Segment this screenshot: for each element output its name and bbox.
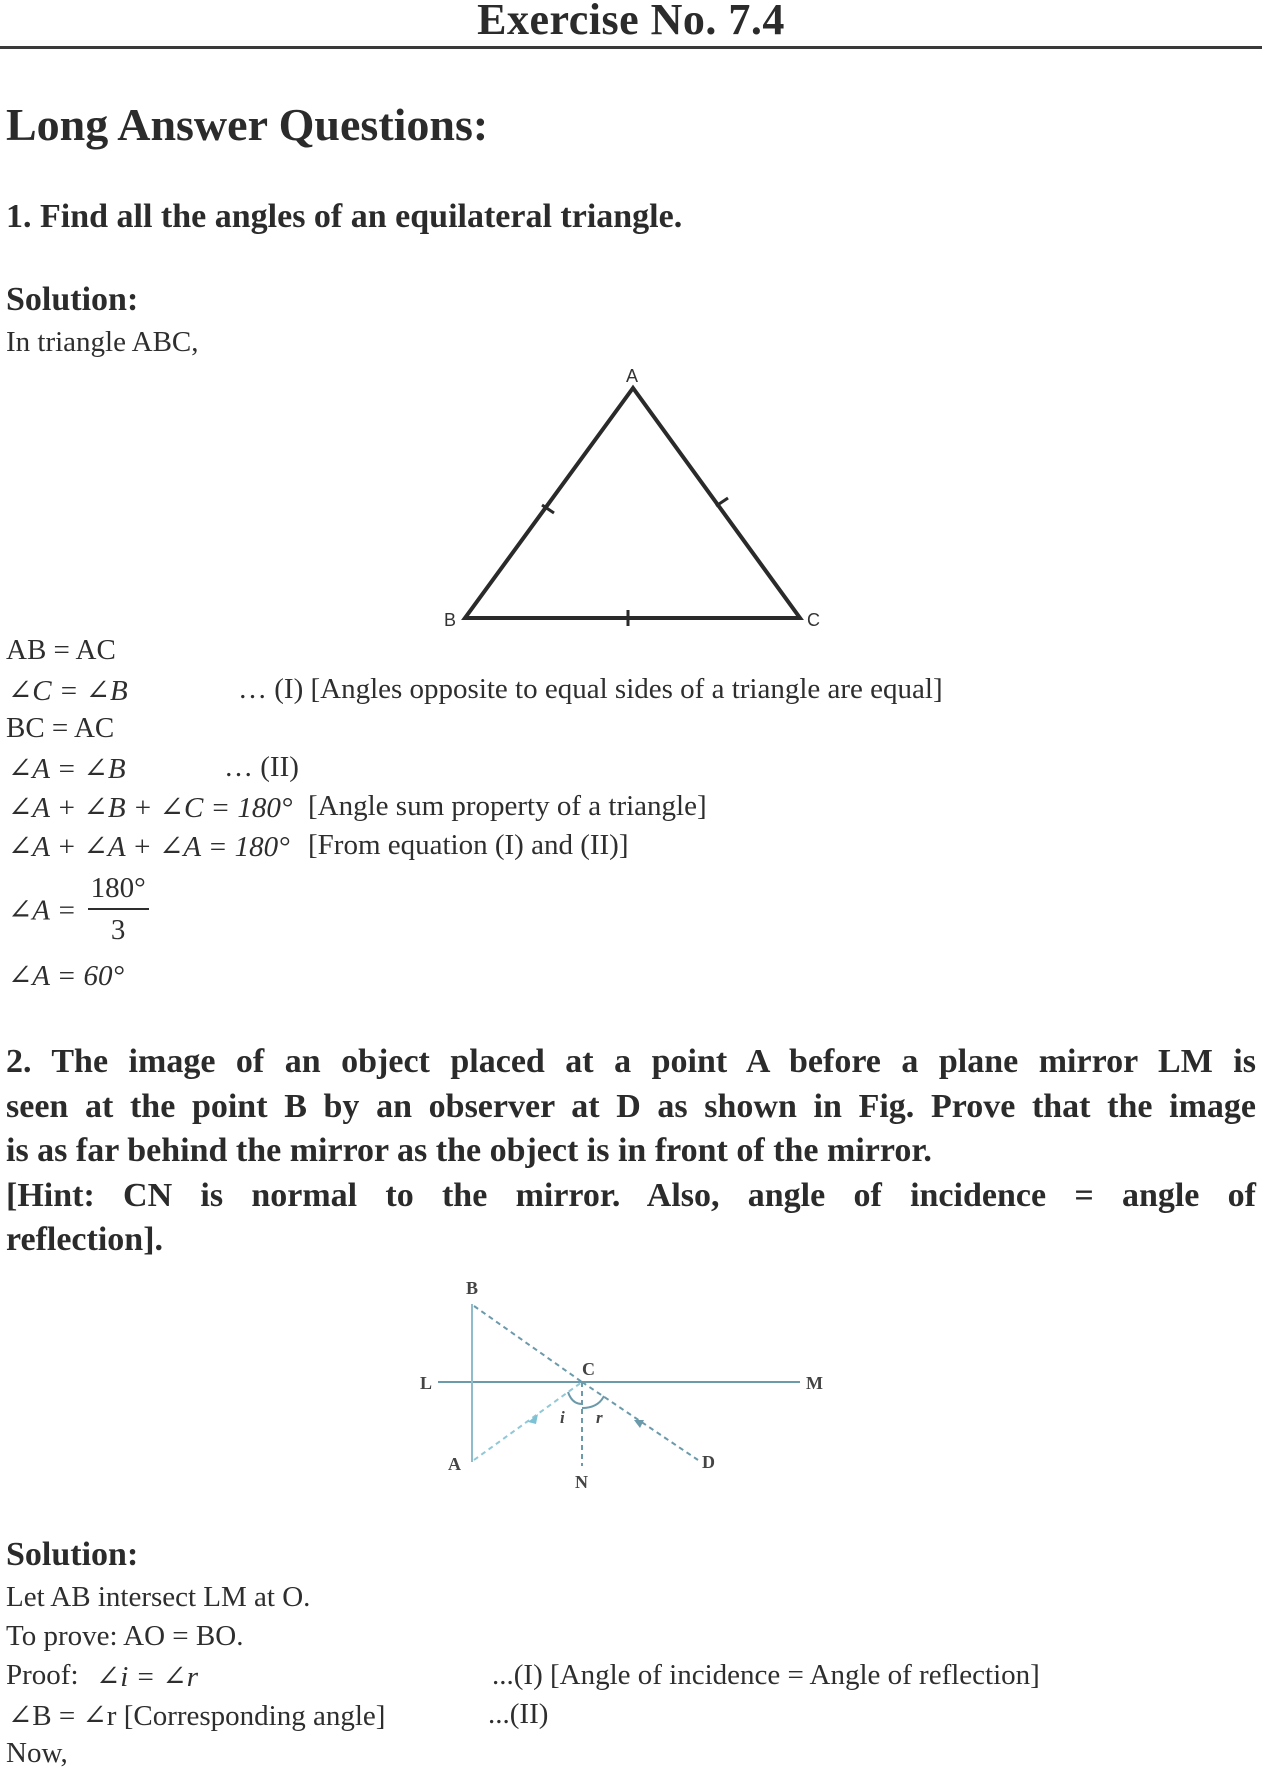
question-2-hint: reflection]. [6,1221,164,1258]
label-l: L [420,1373,433,1393]
step-angle-a-eq-b-note: … (II) [224,751,299,783]
question-2-line: seen at the point B by an observer at D as shown in Fig. Prove that the image [6,1087,1256,1125]
vertex-label-c: C [807,610,820,630]
label-c: C [582,1359,595,1379]
label-r: r [596,1408,603,1427]
fraction-numerator: 180° [88,870,149,910]
proof-label: Proof: [6,1659,79,1691]
step-angle-c-eq-b-note: … (I) [Angles opposite to equal sides of a triangle are equal] [238,673,943,705]
proof-eq-1: ∠i = ∠r [96,1661,199,1693]
question-2-line: is as far behind the mirror as the object is in front of the mirror. [6,1132,932,1169]
fraction-lhs: ∠A = [8,894,77,927]
exercise-title: Exercise No. 7.4 [477,0,785,44]
question-1: 1. Find all the angles of an equilateral triangle. [6,198,683,235]
step-ab-eq-ac: AB = AC [6,634,116,666]
proof-eq-2: ∠B = ∠r [Corresponding angle] [8,1700,386,1732]
angle-i-arc [568,1392,582,1404]
q2-line-to-prove: To prove: AO = BO. [6,1620,244,1652]
label-d: D [702,1452,715,1472]
step-bc-eq-ac: BC = AC [6,712,115,744]
vertex-label-a: A [626,366,639,386]
fraction [88,870,149,950]
q2-line-intersect: Let AB intersect LM at O. [6,1581,311,1613]
step-angle-sum-note: [Angle sum property of a triangle] [308,790,707,822]
proof-note-1: ...(I) [Angle of incidence = Angle of reflection] [492,1659,1040,1691]
question-2-hint: [Hint: CN is normal to the mirror. Also, angle of incidence = angle of [6,1176,1256,1214]
label-a: A [448,1454,461,1474]
section-title: Long Answer Questions: [6,99,489,150]
q1-intro: In triangle ABC, [6,326,199,358]
vertex-label-b: B [444,610,457,630]
fraction-denominator: 3 [110,914,126,946]
step-triple-a-note: [From equation (I) and (II)] [308,829,629,861]
plane-mirror-figure [400,1270,860,1500]
q2-solution-label: Solution: [6,1536,139,1573]
label-n: N [575,1472,588,1492]
equilateral-triangle-figure [430,360,830,640]
step-triple-a: ∠A + ∠A + ∠A = 180° [8,831,290,863]
header-divider [0,46,1262,49]
line-ac [474,1382,582,1460]
question-2-line: 2. The image of an object placed at a point A before a plane mirror LM is [6,1043,1256,1080]
label-i: i [560,1408,565,1427]
q1-solution-label: Solution: [6,281,139,318]
triangle-shape [465,388,800,626]
label-m: M [806,1373,823,1393]
arrow-from-d-icon [634,1420,644,1428]
proof-note-2: ...(II) [488,1698,549,1730]
step-angle-sum: ∠A + ∠B + ∠C = 180° [8,792,293,824]
step-fraction [8,870,149,950]
angle-r-arc [582,1396,604,1408]
result-angle-a: ∠A = 60° [8,960,125,992]
question-2 [6,1040,1256,1263]
step-angle-c-eq-b: ∠C = ∠B [8,675,128,707]
step-angle-a-eq-b: ∠A = ∠B [8,753,126,785]
arrow-to-a-icon [528,1414,538,1424]
q2-now: Now, [6,1737,68,1769]
line-bc [474,1306,582,1382]
label-b: B [466,1278,479,1298]
